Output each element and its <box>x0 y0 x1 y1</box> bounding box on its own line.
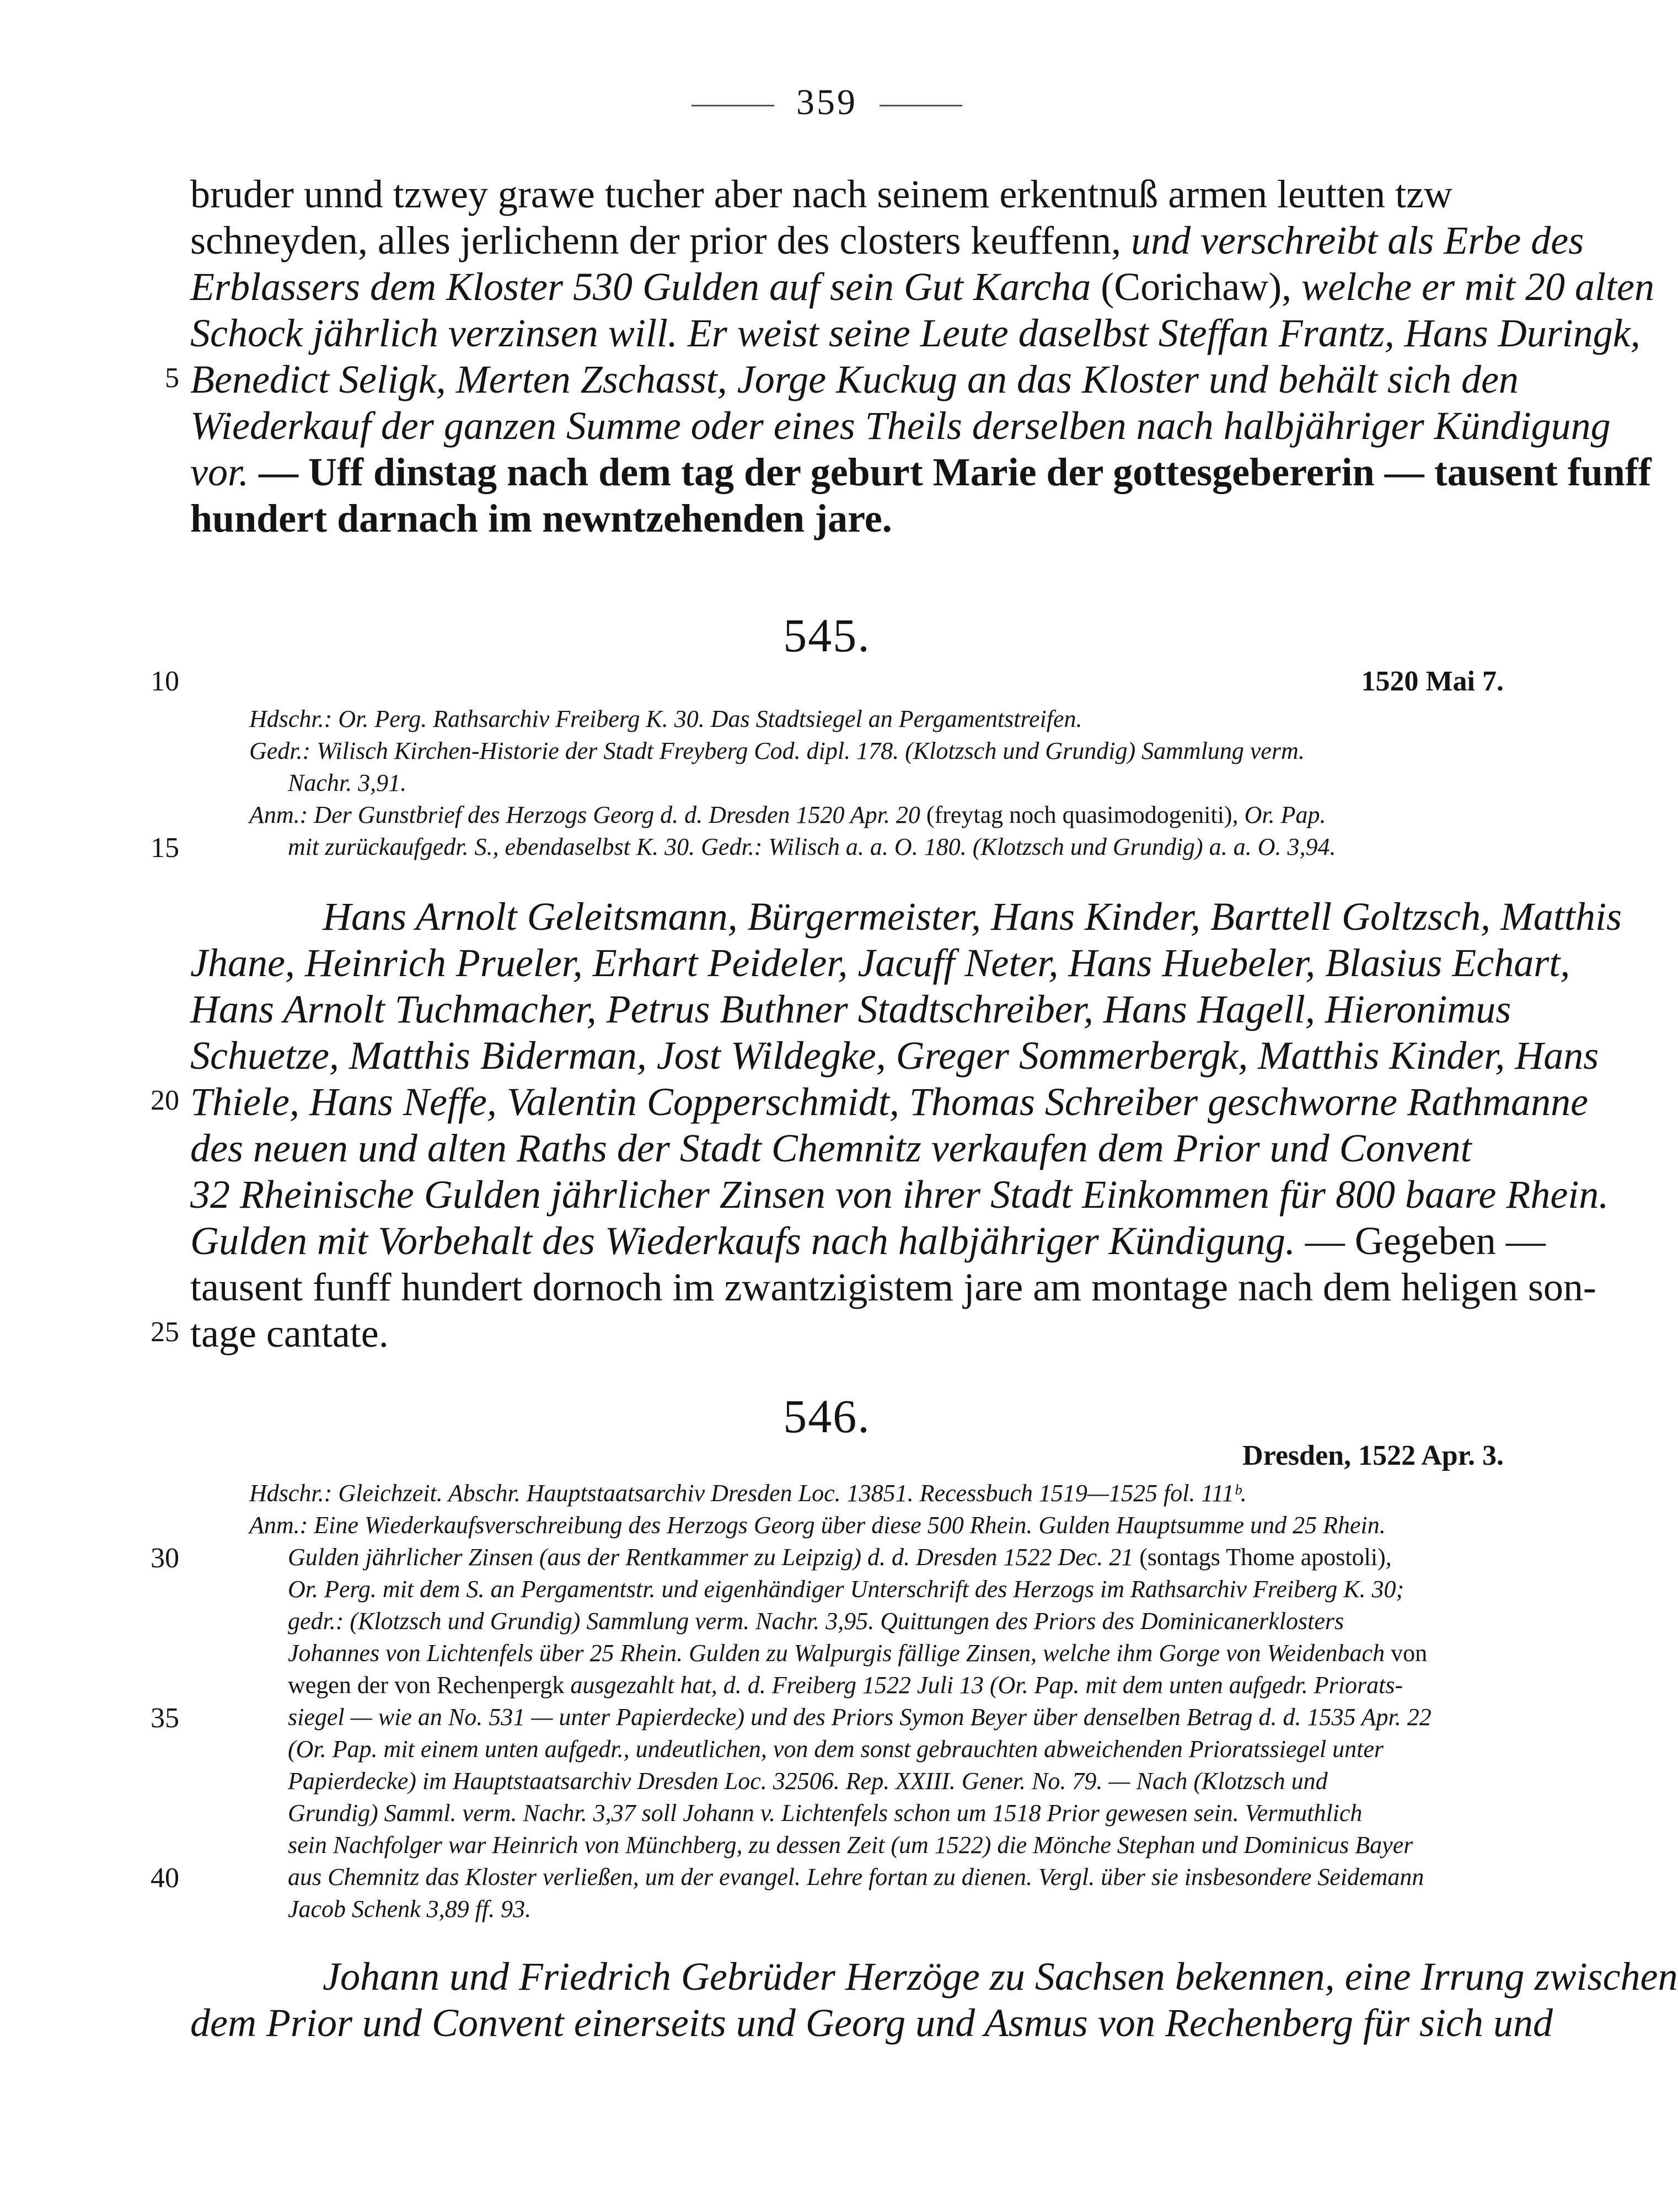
note-546-anm <box>249 1510 1497 1542</box>
text-run: Papierdecke) im Hauptstaatsarchiv Dresden Loc. 32506. Rep. XXIII. Gener. No. 79. — Nach (Klotzsch und <box>288 1768 1328 1795</box>
text-run: schneyden, alles jerlichenn der prior des closters keuffenn, <box>190 218 1132 263</box>
margin-line-number-30: 30 <box>151 1542 179 1574</box>
header-rule-right <box>880 105 962 106</box>
text-run: bruder unnd tzwey grawe tucher aber nach seinem erkentnuß armen leutten tzw <box>190 172 1453 216</box>
page-header <box>0 82 1654 124</box>
text-run: gedr.: (Klotzsch und Grundig) Sammlung verm. Nachr. 3,95. Quittungen des Priors des Dominicanerklosters <box>288 1608 1344 1635</box>
document-date-546: Dresden, 1522 Apr. 3. <box>1242 1440 1504 1471</box>
text-run: Or. Perg. mit dem S. an Pergamentstr. und eigenhändiger Unterschrift des Herzogs im Rathsarchiv Freiberg K. 30; <box>288 1576 1404 1603</box>
text-run: Hdschr.: Gleichzeit. Abschr. Hauptstaatsarchiv Dresden Loc. 13851. Recessbuch 1519—1525 fol. 111ᵇ. <box>249 1480 1247 1507</box>
intro-line-1 <box>190 171 1497 217</box>
intro-line-7 <box>190 449 1652 495</box>
text-run: welche er mit 20 alten <box>1301 265 1655 309</box>
note-546-line-4 <box>288 1574 1497 1606</box>
note-546-line-10 <box>288 1766 1497 1798</box>
note-545-anm-cont <box>288 832 1497 864</box>
note-546-line-14 <box>288 1894 1497 1926</box>
note-546-line-7 <box>288 1670 1497 1702</box>
margin-line-number-15: 15 <box>151 832 179 864</box>
text-run: (sontags Thome apostoli), <box>1139 1544 1392 1571</box>
text-run: Schuetze, Matthis Biderman, Jost Wildegke, Greger Sommerbergk, Matthis Kinder, Hans <box>190 1033 1599 1078</box>
text-run: Schock jährlich verzinsen will. Er weist seine Leute daselbst Steffan Frantz, Hans Duringk, <box>190 311 1641 355</box>
text-run: Benedict Seligk, Merten Zschasst, Jorge Kuckug an das Kloster und behält sich den <box>190 357 1519 401</box>
text-run: mit zurückaufgedr. S., ebendaselbst K. 30. Gedr.: Wilisch a. a. O. 180. (Klotzsch und Grundig) a. a. O. 3,94. <box>288 833 1336 860</box>
text-run: Johannes von Lichtenfels über 25 Rhein. Gulden zu Walpurgis fällige Zinsen, welche ihm Gorge von Weidenbach <box>288 1640 1391 1667</box>
text-run: (freytag noch quasimodogeniti), <box>926 801 1245 828</box>
text-run: Wiederkauf der ganzen Summe oder eines Theils derselben nach halbjähriger Kündigung <box>190 404 1611 448</box>
text-run: (Or. Pap. mit einem unten aufgedr., undeutlichen, von dem sonst gebrauchten abweichenden Prioratssiegel unter <box>288 1736 1384 1763</box>
doc545-line-10 <box>190 1310 1497 1357</box>
doc545-line-8 <box>190 1218 1546 1264</box>
note-545-hdschr <box>249 704 1497 736</box>
note-546-line-13 <box>288 1862 1497 1894</box>
text-run: tage cantate. <box>190 1311 389 1356</box>
margin-line-number-10: 10 <box>151 666 179 697</box>
text-run: Gulden jährlicher Zinsen (aus der Rentkammer zu Leipzig) d. d. Dresden 1522 Dec. 21 <box>288 1544 1140 1571</box>
doc545-line-2 <box>190 940 1570 986</box>
note-545-gedr-cont <box>288 768 1497 800</box>
doc546-line-2 <box>190 2000 1553 2046</box>
text-run: Gedr.: Wilisch Kirchen-Historie der Stadt Freyberg Cod. dipl. 178. (Klotzsch und Grundig) Sammlung verm. <box>249 737 1305 764</box>
text-run: von <box>1391 1640 1428 1667</box>
margin-line-number-25: 25 <box>151 1316 179 1348</box>
text-run: hundert darnach im newntzehenden jare. <box>190 496 892 540</box>
doc545-line-1 <box>323 893 1622 940</box>
doc546-line-1 <box>323 1953 1678 2000</box>
text-run: — Uff dinstag nach dem tag der geburt Marie der gottesgebererin — tausent funff <box>249 450 1652 494</box>
text-run: Hdschr.: Or. Perg. Rathsarchiv Freiberg K. 30. Das Stadtsiegel an Pergamentstreifen. <box>249 705 1082 732</box>
doc545-line-3 <box>190 986 1511 1032</box>
note-546-line-5 <box>288 1606 1497 1638</box>
text-run: Hans Arnolt Geleitsmann, Bürgermeister, Hans Kinder, Barttell Goltzsch, Matthis <box>323 895 1622 939</box>
text-run: Nachr. 3,91. <box>288 769 407 796</box>
page-number: 359 <box>796 82 857 122</box>
note-546-line-6 <box>288 1638 1497 1670</box>
doc545-line-6 <box>190 1125 1497 1171</box>
text-run: tausent funff hundert dornoch im zwantzigistem jare am montage nach dem heligen son- <box>190 1265 1596 1309</box>
note-545-gedr <box>249 736 1497 768</box>
text-run: siegel — wie an No. 531 — unter Papierdecke) und des Priors Symon Beyer über denselben Betrag d. d. 1535 Apr. 22 <box>288 1704 1432 1731</box>
text-run: Anm.: Eine Wiederkaufsverschreibung des Herzogs Georg über diese 500 Rhein. Gulden Hauptsumme und 25 Rhein. <box>249 1512 1386 1539</box>
document-number-546: 546. <box>783 1390 871 1443</box>
intro-line-3 <box>190 264 1655 310</box>
note-546-line-8 <box>288 1702 1497 1734</box>
text-run: — Gegeben — <box>1295 1219 1546 1263</box>
text-run: 32 Rheinische Gulden jährlicher Zinsen von ihrer Stadt Einkommen für 800 baare Rhein. <box>190 1172 1609 1217</box>
text-run: dem Prior und Convent einerseits und Georg und Asmus von Rechenberg für sich und <box>190 2001 1553 2045</box>
text-run: Or. Pap. <box>1244 801 1326 828</box>
text-run: Thiele, Hans Neffe, Valentin Copperschmidt, Thomas Schreiber geschworne Rathmanne <box>190 1080 1589 1124</box>
text-run: Jhane, Heinrich Prueler, Erhart Peideler, Jacuff Neter, Hans Huebeler, Blasius Echart, <box>190 941 1570 985</box>
intro-line-6 <box>190 403 1611 449</box>
text-run: wegen der von Rechenpergk <box>288 1672 571 1699</box>
note-546-line-11 <box>288 1798 1497 1830</box>
doc545-line-5 <box>190 1079 1589 1125</box>
text-run: Erblassers dem Kloster 530 Gulden auf sein Gut Karcha <box>190 265 1091 309</box>
text-run: ausgezahlt hat, d. d. Freiberg 1522 Juli 13 (Or. Pap. mit dem unten aufgedr. Priorats- <box>570 1672 1403 1699</box>
text-run: (Corichaw), <box>1091 265 1302 309</box>
margin-line-number-35: 35 <box>151 1702 179 1734</box>
text-run: Johann und Friedrich Gebrüder Herzöge zu Sachsen bekennen, eine Irrung zwischen <box>323 1954 1678 1999</box>
intro-line-5 <box>190 356 1519 403</box>
note-546-hdschr <box>249 1478 1497 1510</box>
doc545-line-7 <box>190 1171 1609 1218</box>
text-run: Anm.: Der Gunstbrief des Herzogs Georg d. d. Dresden 1520 Apr. 20 <box>249 801 926 828</box>
text-run: des neuen und alten Raths der Stadt Chemnitz verkaufen dem Prior und Convent <box>190 1126 1472 1170</box>
note-546-line-3 <box>288 1542 1497 1574</box>
margin-line-number-40: 40 <box>151 1862 179 1894</box>
intro-line-8 <box>190 495 1497 542</box>
text-run: sein Nachfolger war Heinrich von Münchberg, zu dessen Zeit (um 1522) die Mönche Stephan und Dominicus Bayer <box>288 1831 1413 1858</box>
text-run: und verschreibt als Erbe des <box>1131 218 1584 263</box>
text-run: Grundig) Samml. verm. Nachr. 3,37 soll Johann v. Lichtenfels schon um 1518 Prior gewesen sein. Vermuthlich <box>288 1799 1363 1827</box>
text-run: vor. <box>190 450 249 494</box>
note-545-anm <box>249 800 1497 832</box>
text-run: aus Chemnitz das Kloster verließen, um der evangel. Lehre fortan zu dienen. Vergl. über sie insbesondere Seidemann <box>288 1863 1424 1890</box>
document-number-545: 545. <box>783 609 871 662</box>
text-run: Hans Arnolt Tuchmacher, Petrus Buthner Stadtschreiber, Hans Hagell, Hieronimus <box>190 987 1511 1031</box>
intro-line-4 <box>190 310 1641 356</box>
margin-line-number-20: 20 <box>151 1085 179 1116</box>
text-run: Gulden mit Vorbehalt des Wiederkaufs nach halbjähriger Kündigung. <box>190 1219 1295 1263</box>
doc545-line-4 <box>190 1032 1599 1079</box>
note-546-line-9 <box>288 1734 1497 1766</box>
intro-line-2 <box>190 217 1584 264</box>
margin-line-number-5: 5 <box>165 362 179 394</box>
text-run: Jacob Schenk 3,89 ff. 93. <box>288 1895 532 1922</box>
document-date-545: 1520 Mai 7. <box>1361 666 1504 697</box>
doc545-line-9 <box>190 1264 1596 1310</box>
header-rule-left <box>691 105 774 106</box>
note-546-line-12 <box>288 1830 1497 1862</box>
